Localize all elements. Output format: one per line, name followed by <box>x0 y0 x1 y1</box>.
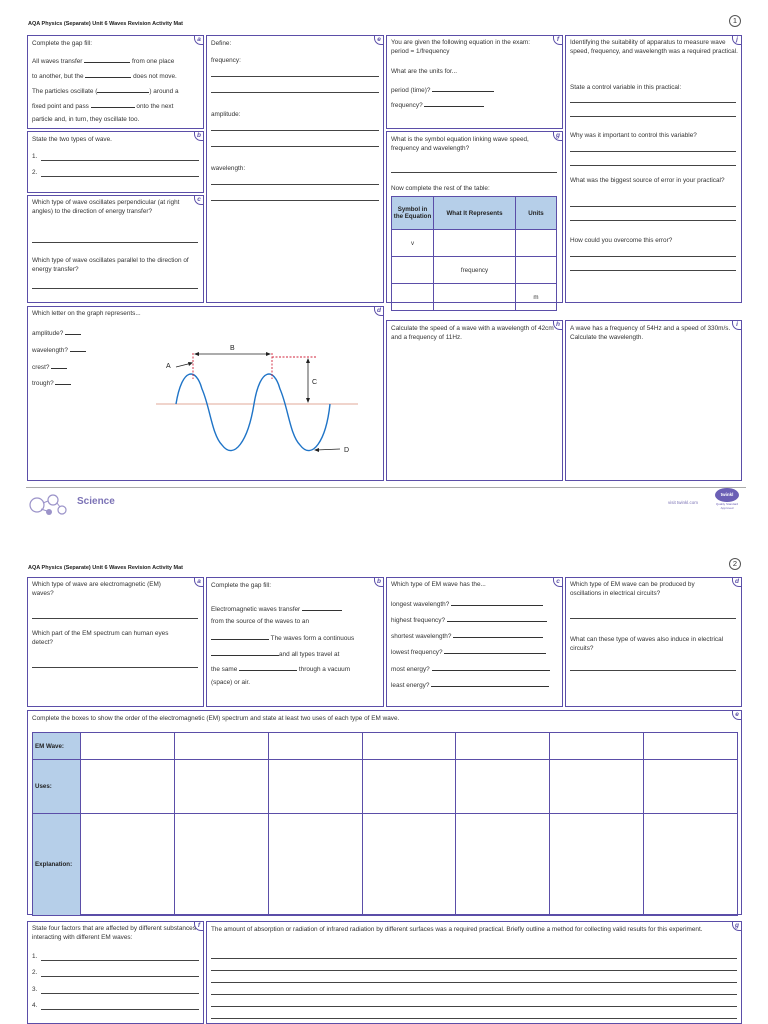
em-cell[interactable] <box>644 814 738 916</box>
label-a: A <box>166 363 171 370</box>
tag-1j: j <box>732 35 742 45</box>
factor-number-4: 4. <box>32 1002 38 1009</box>
factors-question: State four factors that are affected by different substances interacting with different EM waves: <box>32 925 196 941</box>
label-c: C <box>312 379 318 386</box>
em-gap-fill-heading: Complete the gap fill: <box>211 582 272 589</box>
answer-line[interactable] <box>32 242 198 243</box>
trough-question: trough? <box>32 378 71 389</box>
crest-question: crest? <box>32 362 67 373</box>
gap-blank[interactable] <box>239 664 297 671</box>
answer-blank[interactable] <box>51 362 67 369</box>
table-header: What It Represents <box>434 197 516 230</box>
answer-line[interactable] <box>211 146 379 147</box>
tag-2c: c <box>553 577 563 587</box>
box-1d-wave-graph <box>27 306 384 481</box>
em-cell[interactable] <box>550 760 644 814</box>
answer-line[interactable] <box>32 288 198 289</box>
infrared-practical-question: The amount of absorption or radiation of infrared radiation by different surfaces was a required practical. Briefly outline a method for collecting valid results for this experiment. <box>211 926 703 933</box>
answer-blank[interactable] <box>432 664 550 671</box>
answer-line[interactable] <box>211 76 379 77</box>
box-2a-em-waves <box>27 577 204 707</box>
box-1i-wavelength-calc <box>565 320 742 481</box>
box-1b-wave-types <box>27 131 204 193</box>
overcome-error-question: How could you overcome this error? <box>570 237 673 244</box>
box-2c-em-extremes <box>386 577 563 707</box>
em-spectrum-table <box>32 732 738 916</box>
answer-line[interactable] <box>211 970 737 971</box>
label-d: D <box>344 447 350 454</box>
em-cell[interactable] <box>644 760 738 814</box>
em-cell[interactable] <box>644 733 738 760</box>
em-gap-fill-line-1: Electromagnetic waves transfer <box>211 604 342 615</box>
gap-blank[interactable] <box>91 101 135 108</box>
em-cell[interactable] <box>81 733 175 760</box>
box-2d-electrical-circuits <box>565 577 742 707</box>
answer-line[interactable] <box>570 670 736 671</box>
box-1h-wave-speed <box>386 320 563 481</box>
tag-1f: f <box>553 35 563 45</box>
factor-number-1: 1. <box>32 953 38 960</box>
twinkl-logo-badge: twinkl <box>715 488 739 502</box>
least-energy-item: least energy? <box>391 680 549 691</box>
shortest-wavelength-item: shortest wavelength? <box>391 631 543 642</box>
em-row-header-uses: Uses: <box>33 760 81 814</box>
table-cell[interactable]: v <box>392 230 434 257</box>
em-gap-fill-line-6: (space) or air. <box>211 679 251 686</box>
page1-number: 1 <box>729 15 741 27</box>
define-frequency-label: frequency: <box>211 57 241 64</box>
answer-line[interactable] <box>211 1018 737 1019</box>
answer-blank[interactable] <box>451 599 543 606</box>
label-b: B <box>230 345 235 352</box>
em-gap-fill-line-4: and all types travel at <box>211 649 339 660</box>
twinkl-logo-subtitle: Quality Standard Approved <box>715 502 739 510</box>
box-2f-factors <box>27 921 204 1024</box>
answer-line[interactable] <box>41 960 199 961</box>
box-2e-em-spectrum-table <box>27 710 742 915</box>
answer-blank[interactable] <box>444 647 546 654</box>
wave-equation-question: What is the symbol equation linking wave speed, frequency and wavelength? <box>391 136 529 152</box>
graph-question: Which letter on the graph represents... <box>32 310 141 317</box>
em-row-header-explanation: Explanation: <box>33 814 81 916</box>
label-d-pointer <box>316 449 340 450</box>
tag-2e: e <box>732 710 742 720</box>
table-cell[interactable] <box>516 230 557 257</box>
table-header: Units <box>516 197 557 230</box>
box-1c-transverse-longitudinal <box>27 195 204 303</box>
gap-fill-line-5: particle and, in turn, they oscillate too. <box>32 116 140 123</box>
gap-blank[interactable] <box>85 71 131 78</box>
gap-blank[interactable] <box>211 633 269 640</box>
box-2b-em-gap-fill <box>206 577 384 707</box>
table-cell[interactable]: frequency <box>434 257 516 284</box>
arrow-head <box>188 362 193 366</box>
tag-2f: f <box>194 921 204 931</box>
answer-line[interactable] <box>570 256 736 257</box>
tag-1b: b <box>194 131 204 141</box>
frequency-units-label: frequency? <box>391 100 484 111</box>
answer-blank[interactable] <box>424 100 484 107</box>
em-cell[interactable] <box>456 733 550 760</box>
answer-line[interactable] <box>570 116 736 117</box>
tag-1e: e <box>374 35 384 45</box>
page2-number: 2 <box>729 558 741 570</box>
page1-title: AQA Physics (Separate) Unit 6 Waves Revision Activity Mat <box>28 21 183 27</box>
em-cell[interactable] <box>362 814 456 916</box>
answer-line[interactable] <box>32 667 198 668</box>
practical-intro: Identifying the suitability of apparatus to measure wave speed, frequency, and wavelength was a required practical. <box>570 39 738 55</box>
footer-link[interactable]: visit twinkl.com <box>668 500 699 505</box>
gap-fill-line-1: All waves transfer from one place <box>32 58 175 65</box>
define-heading: Define: <box>211 40 232 47</box>
box-1f-period-units <box>386 35 563 129</box>
answer-blank[interactable] <box>55 378 71 385</box>
amplitude-question: amplitude? <box>32 328 81 339</box>
wavelength-calc-question: A wave has a frequency of 54Hz and a speed of 330m/s. Calculate the wavelength. <box>570 325 731 341</box>
gap-blank[interactable] <box>211 649 279 656</box>
em-spectrum-instruction: Complete the boxes to show the order of the electromagnetic (EM) spectrum and state at least two uses of each type of EM wave. <box>32 715 400 722</box>
em-gap-fill-line-2: from the source of the waves to an <box>211 618 310 625</box>
visible-light-question: Which part of the EM spectrum can human eyes detect? <box>32 630 169 646</box>
factor-number-3: 3. <box>32 986 38 993</box>
wave-curve <box>176 374 330 451</box>
control-reason-question: Why was it important to control this variable? <box>570 132 697 139</box>
period-units-label: period (time)? <box>391 85 494 96</box>
em-gap-fill-line-3: The waves form a continuous <box>211 633 354 644</box>
em-cell[interactable] <box>550 733 644 760</box>
page2-title: AQA Physics (Separate) Unit 6 Waves Revision Activity Mat <box>28 565 183 571</box>
answer-line[interactable] <box>211 958 737 959</box>
gap-blank[interactable] <box>302 604 342 611</box>
answer-line[interactable] <box>211 200 379 201</box>
longest-wavelength-item: longest wavelength? <box>391 599 543 610</box>
answer-line[interactable] <box>211 130 379 131</box>
em-cell[interactable] <box>456 760 550 814</box>
wave-diagram <box>148 337 378 477</box>
gap-fill-line-3: The particles oscillate ( ) around a <box>32 88 179 95</box>
gap-fill-heading: Complete the gap fill: <box>32 40 93 47</box>
em-cell[interactable] <box>174 814 268 916</box>
answer-number-1: 1. <box>32 153 38 160</box>
answer-blank[interactable] <box>65 328 81 335</box>
em-cell[interactable] <box>268 733 362 760</box>
answer-line[interactable] <box>570 220 736 221</box>
control-variable-question: State a control variable in this practical: <box>570 84 682 91</box>
tag-1h: h <box>553 320 563 330</box>
twinkl-logo <box>712 488 742 514</box>
answer-line[interactable] <box>570 618 736 619</box>
box-1g-wave-equation <box>386 131 563 303</box>
answer-line[interactable] <box>41 1009 199 1010</box>
lowest-frequency-item: lowest frequency? <box>391 647 546 658</box>
tag-1g: g <box>553 131 563 141</box>
error-source-question: What was the biggest source of error in your practical? <box>570 177 725 184</box>
box-1j-required-practical <box>565 35 742 303</box>
tag-1i: i <box>732 320 742 330</box>
answer-blank[interactable] <box>432 85 494 92</box>
units-question: What are the units for... <box>391 68 458 75</box>
table-cell[interactable]: m <box>516 284 557 311</box>
tag-2g: g <box>732 921 742 931</box>
perpendicular-question: Which type of wave oscillates perpendicular (at right angles) to the direction of energy transfer? <box>32 199 180 215</box>
wave-speed-question: Calculate the speed of a wave with a wavelength of 42cm and a frequency of 11Hz. <box>391 325 554 341</box>
tag-1c: c <box>194 195 204 205</box>
answer-blank[interactable] <box>70 345 86 352</box>
answer-line[interactable] <box>570 270 736 271</box>
table-header: Symbol in the Equation <box>392 197 434 230</box>
define-wavelength-label: wavelength: <box>211 165 246 172</box>
box-1a-gap-fill <box>27 35 204 129</box>
answer-blank[interactable] <box>453 631 543 638</box>
answer-line[interactable] <box>211 994 737 995</box>
parallel-question: Which type of wave oscillates parallel to the direction of energy transfer? <box>32 257 189 273</box>
answer-line[interactable] <box>41 993 199 994</box>
em-cell[interactable] <box>174 733 268 760</box>
answer-line[interactable] <box>391 172 557 173</box>
answer-line[interactable] <box>41 176 199 177</box>
answer-line[interactable] <box>570 151 736 152</box>
tag-2a: a <box>194 577 204 587</box>
em-row-header-wave: EM Wave: <box>33 733 81 760</box>
wave-types-question: State the two types of wave. <box>32 136 112 143</box>
em-cell[interactable] <box>268 760 362 814</box>
arrow-head <box>306 358 310 363</box>
answer-line[interactable] <box>570 102 736 103</box>
tag-2d: d <box>732 577 742 587</box>
footer-divider <box>26 487 746 488</box>
oscillations-question: Which type of EM wave can be produced by oscillations in electrical circuits? <box>570 581 695 597</box>
em-cell[interactable] <box>268 814 362 916</box>
em-cell[interactable] <box>81 760 175 814</box>
arrow-head <box>266 352 271 356</box>
table-cell[interactable] <box>516 257 557 284</box>
table-cell[interactable] <box>434 284 516 311</box>
arrow-head <box>194 352 199 356</box>
answer-line[interactable] <box>32 618 198 619</box>
em-cell[interactable] <box>174 760 268 814</box>
table-instruction: Now complete the rest of the table: <box>391 185 490 192</box>
tag-1a: a <box>194 35 204 45</box>
em-extremes-question: Which type of EM wave has the... <box>391 581 486 588</box>
box-1e-define <box>206 35 384 303</box>
footer-science-brand: Science <box>77 496 115 507</box>
most-energy-item: most energy? <box>391 664 550 675</box>
highest-frequency-item: highest frequency? <box>391 615 547 626</box>
answer-line[interactable] <box>41 976 199 977</box>
em-cell[interactable] <box>456 814 550 916</box>
answer-blank[interactable] <box>447 615 547 622</box>
symbol-table <box>391 196 557 311</box>
gap-fill-line-4: fixed point and pass onto the next <box>32 103 174 110</box>
em-wave-type-question: Which type of wave are electromagnetic (EM) waves? <box>32 581 161 597</box>
induce-question: What can these type of waves also induce in electrical circuits? <box>570 636 724 652</box>
em-cell[interactable] <box>550 814 644 916</box>
wavelength-question: wavelength? <box>32 345 86 356</box>
em-cell[interactable] <box>362 733 456 760</box>
answer-number-2: 2. <box>32 169 38 176</box>
em-cell[interactable] <box>81 814 175 916</box>
table-cell[interactable] <box>434 230 516 257</box>
em-cell[interactable] <box>362 760 456 814</box>
box-2g-infrared-practical <box>206 921 742 1024</box>
answer-line[interactable] <box>211 1006 737 1007</box>
tag-1d: d <box>374 306 384 316</box>
answer-line[interactable] <box>41 160 199 161</box>
define-amplitude-label: amplitude: <box>211 111 241 118</box>
table-cell[interactable] <box>392 284 434 311</box>
answer-line[interactable] <box>211 982 737 983</box>
arrow-head <box>306 398 310 403</box>
science-molecule-icon <box>27 491 71 519</box>
factor-number-2: 2. <box>32 969 38 976</box>
answer-line[interactable] <box>570 206 736 207</box>
em-gap-fill-line-5: the same through a vacuum <box>211 666 351 673</box>
gap-blank[interactable] <box>84 56 130 63</box>
tag-2b: b <box>374 577 384 587</box>
answer-line[interactable] <box>211 92 379 93</box>
answer-blank[interactable] <box>431 680 549 687</box>
answer-line[interactable] <box>570 165 736 166</box>
gap-blank[interactable] <box>97 86 149 93</box>
answer-line[interactable] <box>211 184 379 185</box>
period-equation-intro: You are given the following equation in the exam: period = 1/frequency <box>391 39 531 55</box>
gap-fill-line-2: to another, but the does not move. <box>32 73 177 80</box>
table-cell[interactable] <box>392 257 434 284</box>
